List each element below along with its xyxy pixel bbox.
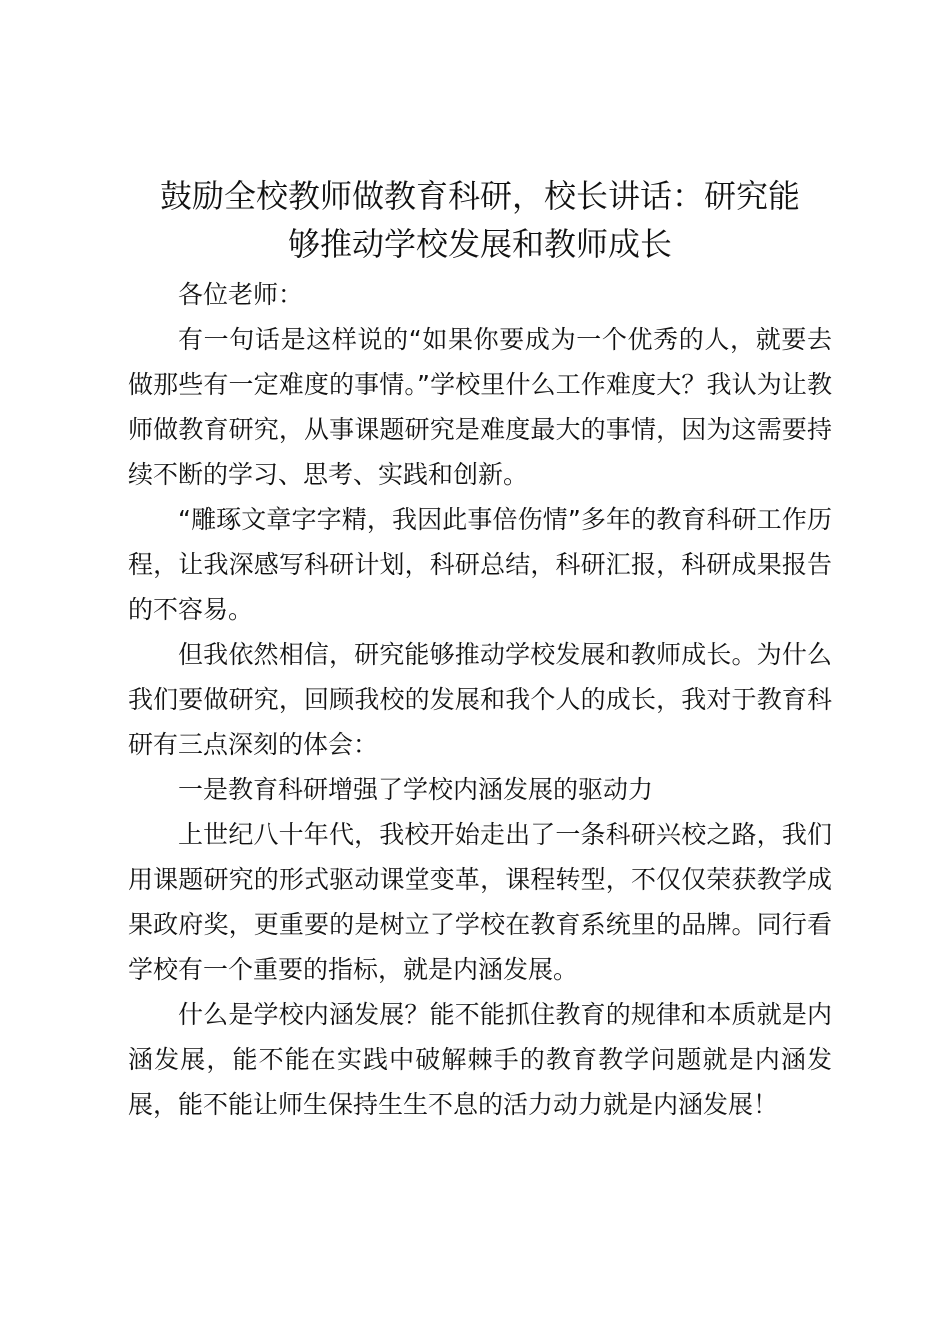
document-title (128, 172, 832, 268)
paragraph-4: 上世纪八十年代，我校开始走出了一条科研兴校之路，我们用课题研究的形式驱动课堂变革，课程转型，不仅仅荣获教学成果政府奖，更重要的是树立了学校在教育系统里的品牌。同行看学校有一个重要的指标，就是内涵发展。 (128, 820, 832, 984)
salutation: 各位老师： (178, 280, 304, 309)
paragraph-2: “雕琢文章字字精，我因此事倍伤情”多年的教育科研工作历程，让我深感写科研计划，科研总结，科研汇报，科研成果报告的不容易。 (128, 505, 832, 624)
document-body (128, 272, 832, 1127)
paragraph-5: 什么是学校内涵发展？能不能抓住教育的规律和本质就是内涵发展，能不能在实践中破解棘手的教育教学问题就是内涵发展，能不能让师生保持生生不息的活力动力就是内涵发展！ (128, 1000, 832, 1119)
title-line-1: 鼓励全校教师做教育科研，校长讲话：研究能 (159, 177, 800, 215)
section-heading-1: 一是教育科研增强了学校内涵发展的驱动力 (178, 775, 654, 804)
paragraph-3: 但我依然相信，研究能够推动学校发展和教师成长。为什么我们要做研究，回顾我校的发展和我个人的成长，我对于教育科研有三点深刻的体会： (128, 640, 832, 759)
document-page (128, 172, 832, 1127)
paragraph-1: 有一句话是这样说的“如果你要成为一个优秀的人，就要去做那些有一定难度的事情。”学校里什么工作难度大？我认为让教师做教育研究，从事课题研究是难度最大的事情，因为这需要持续不断的学习、思考、实践和创新。 (128, 325, 832, 489)
title-line-2: 够推动学校发展和教师成长 (287, 225, 672, 263)
